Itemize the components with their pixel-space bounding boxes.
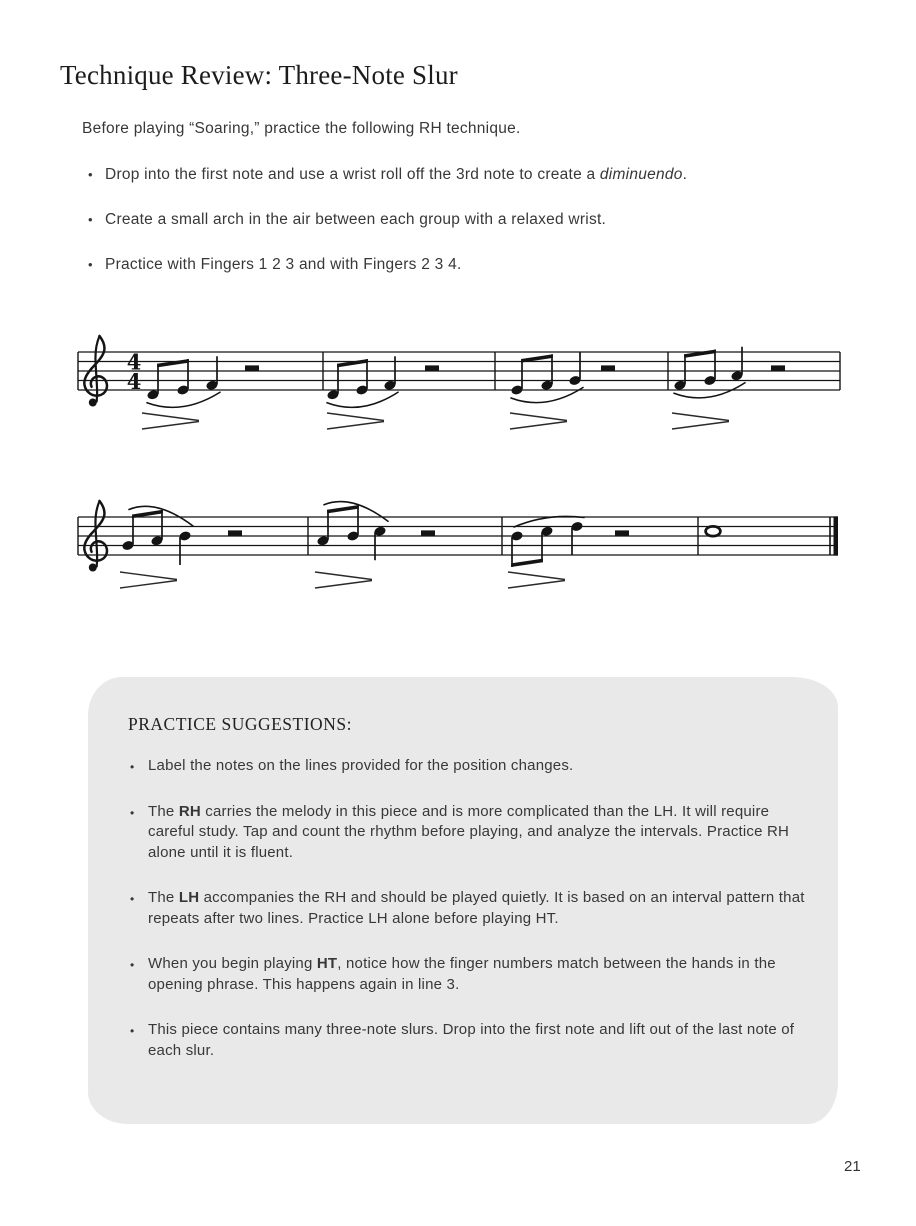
eighth-beam: [337, 359, 368, 367]
measure: [706, 526, 721, 536]
decrescendo-hairpin: [508, 581, 565, 589]
page-title: Technique Review: Three-Note Slur: [60, 60, 458, 90]
bullet-icon: •: [130, 892, 135, 906]
bullet-text-bold: RH: [178, 802, 201, 820]
intro-text: Before playing “Soaring,” practice the following RH technique.: [82, 120, 521, 137]
decrescendo-hairpin: [672, 413, 729, 421]
bullet-icon: •: [130, 958, 135, 972]
bullet-text: Drop into the first note and use a wrist roll off the 3rd note to create a: [105, 166, 600, 183]
half-rest: [245, 365, 259, 371]
bullet-text: This piece contains many three-note slurs. Drop into the first note and lift out of the last note of each slur.: [148, 1021, 795, 1059]
final-barline-thick: [834, 516, 839, 555]
half-rest: [425, 365, 439, 371]
bullet-item: [130, 1020, 816, 1061]
bullet-item: [130, 954, 816, 995]
decrescendo-hairpin: [315, 581, 372, 589]
bullet-text-bold: HT: [316, 955, 338, 972]
bullet-icon: •: [88, 212, 93, 227]
bullet-icon: •: [130, 760, 135, 774]
bullet-text: , notice how the finger numbers match between the hands in the opening phrase. This happens again in line 3.: [148, 955, 776, 993]
bullet-text-bold: LH: [178, 889, 200, 906]
bullet-item: [130, 802, 816, 864]
measure: [315, 502, 435, 588]
whole-note: [706, 526, 721, 536]
half-rest: [601, 365, 615, 371]
bullet-icon: •: [130, 805, 135, 820]
bullet-text: When you begin playing: [148, 955, 317, 972]
decrescendo-hairpin: [327, 422, 384, 430]
bullet-text-italic: diminuendo: [599, 166, 683, 183]
practice-bullet-list: [128, 756, 816, 1061]
music-staff-line-1: [0, 327, 916, 447]
bullet-text: The: [148, 802, 179, 820]
decrescendo-hairpin: [315, 572, 372, 580]
eighth-beam: [327, 505, 359, 513]
decrescendo-hairpin: [120, 581, 177, 589]
music-notation-svg: [0, 327, 916, 447]
decrescendo-hairpin: [510, 413, 567, 421]
bullet-text: .: [682, 166, 688, 183]
measure: [142, 356, 259, 429]
bullet-text: carries the melody in this piece and is more complicated than the LH. It will require careful study. Tap and count the rhythm before playing, and analyze the intervals. Practice RH alone until it is fluent.: [148, 802, 790, 861]
decrescendo-hairpin: [142, 422, 199, 430]
decrescendo-hairpin: [672, 422, 729, 430]
music-notation-svg: [0, 492, 916, 612]
bullet-item: [88, 165, 877, 185]
half-rest: [228, 530, 242, 536]
technique-intro-section: [82, 119, 877, 300]
half-rest: [421, 530, 435, 536]
practice-suggestions-heading: PRACTICE SUGGESTIONS:: [128, 714, 352, 734]
bullet-text: The: [148, 889, 179, 906]
bullet-icon: •: [88, 167, 93, 182]
decrescendo-hairpin: [327, 413, 384, 421]
decrescendo-hairpin: [120, 572, 177, 580]
time-signature-top: 4: [126, 349, 142, 375]
decrescendo-hairpin: [142, 413, 199, 421]
bullet-text: accompanies the RH and should be played quietly. It is based on an interval pattern that repeats after two lines. Practice LH alone before playing HT.: [148, 889, 805, 927]
measure: [508, 516, 629, 588]
measure: [672, 347, 785, 429]
measure: [326, 356, 439, 429]
bullet-icon: •: [88, 257, 93, 272]
practice-suggestions-box: [88, 677, 838, 1124]
decrescendo-hairpin: [508, 572, 565, 580]
measure: [120, 506, 242, 588]
music-staff-line-2: [0, 492, 916, 612]
bullet-item: [130, 888, 816, 929]
page-number: 21: [844, 1158, 861, 1175]
half-rest: [771, 365, 785, 371]
time-signature-bottom: 4: [126, 368, 142, 394]
eighth-beam: [511, 559, 543, 567]
bullet-item: [88, 255, 877, 275]
bullet-icon: •: [130, 1024, 135, 1038]
bullet-item: [130, 756, 816, 777]
technique-bullet-list: [82, 165, 877, 275]
bullet-text: Create a small arch in the air between each group with a relaxed wrist.: [105, 211, 607, 228]
half-rest: [615, 530, 629, 536]
decrescendo-hairpin: [510, 422, 567, 430]
eighth-beam: [684, 350, 716, 358]
bullet-item: [88, 210, 877, 230]
bullet-text: Practice with Fingers 1 2 3 and with Fingers 2 3 4.: [105, 256, 462, 273]
bullet-text: Label the notes on the lines provided for the position changes.: [148, 757, 574, 774]
eighth-beam: [157, 359, 189, 367]
